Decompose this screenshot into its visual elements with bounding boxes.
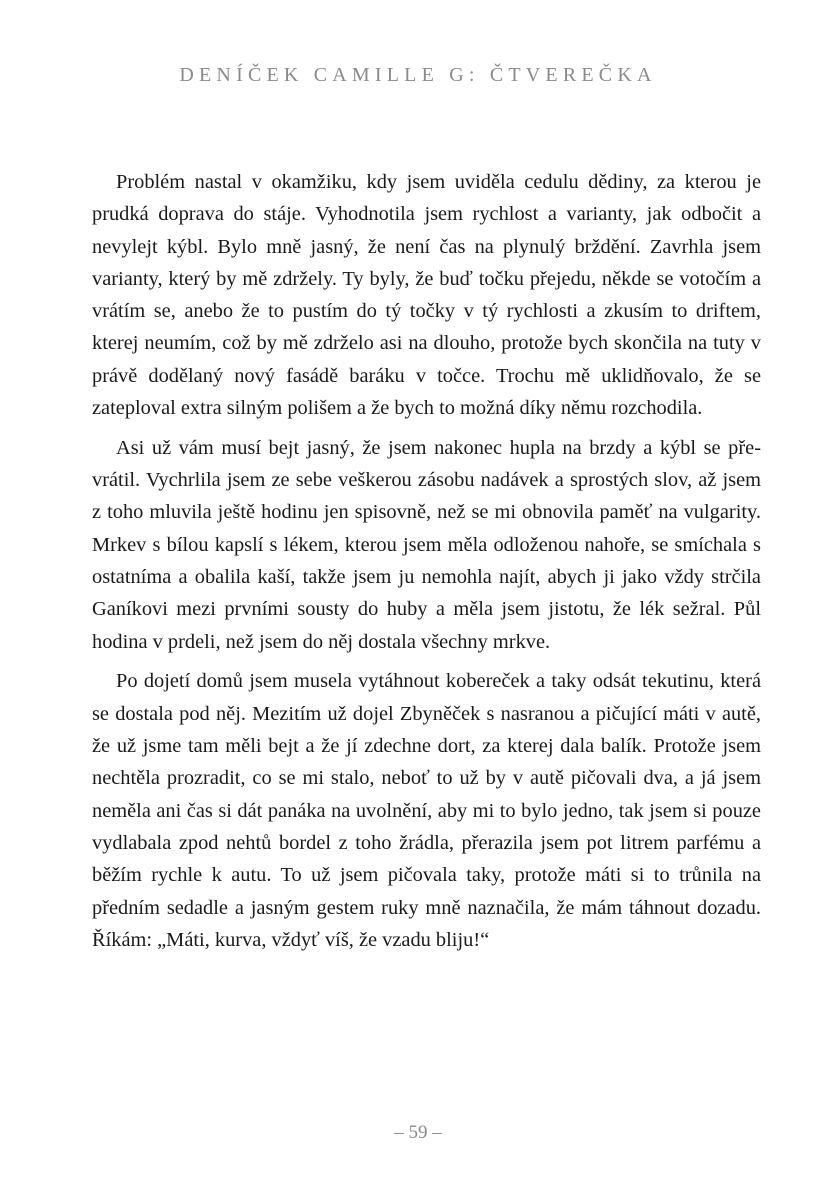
running-head: DENÍČEK CAMILLE G: ČTVEREČKA — [179, 64, 657, 86]
paragraph-1: Problém nastal v okamžiku, kdy jsem uviděla cedulu dědiny, za kterou je prudká doprava do stáje. Vyhodnotila jsem rychlost a varianty, jak odbočit a nevylejt kýbl. Bylo mně jasný, že není čas na plynulý brždění. Zavrhla jsem varianty, který by mě zdržely. Ty byly, že buď točku přejedu, někde se votočím a vrátím se, anebo že to pustím do tý točky v tý rychlosti a zkusím to driftem, kterej neumím, což by mě zdrželo asi na dlouho, protože bych skončila na tuty v právě dodělaný nový fasádě baráku v točce. Trochu mě uklidňovalo, že se zateploval extra silným polišem a že bych to možná díky němu rozchodila. — [92, 171, 761, 420]
page-number: – 59 – — [394, 1122, 442, 1143]
body-text — [92, 166, 761, 964]
paragraph-2: Asi už vám musí bejt jasný, že jsem nakonec hupla na brzdy a kýbl se převrátil. Vychrlila jsem ze sebe veškerou zásobu nadávek a sprostých slov, až jsem z toho mluvila ještě hodinu jen spisovně, než se mi obnovila paměť na vulgarity. Mrkev s bílou kapslí s lékem, kterou jsem měla odloženou nahoře, se smíchala s ostatníma a obalila kaší, takže jsem ju nemohla najít, abych ji jako vždy strčila Ganíkovi mezi prvními sousty do huby a měla jsem jistotu, že lék sežral. Půl hodina v prdeli, než jsem do něj dostala všechny mrkve. — [92, 436, 761, 653]
paragraph-3: Po dojetí domů jsem musela vytáhnout kobereček a taky odsát tekutinu, která se dostala pod něj. Mezitím už dojel Zbyněček s nasranou a pičující máti v autě, že už jsme tam měli bejt a že jí zdechne dort, za kterej dala balík. Protože jsem nechtěla prozradit, co se mi stalo, neboť to už by v autě pičovali dva, a já jsem neměla ani čas si dát panáka na uvolnění, aby mi to bylo jedno, tak jsem si pouze vydlabala zpod nehtů bordel z toho žrádla, přerazila jsem pot litrem parfému a běžím rychle k autu. To už jsem pičovala taky, protože máti si to trůnila na předním sedadle a jasným gestem ruky mně naznačila, že mám táhnout dozadu. Říkám: „Máti, kurva, vždyť víš, že vzadu bliju!“ — [92, 670, 761, 951]
